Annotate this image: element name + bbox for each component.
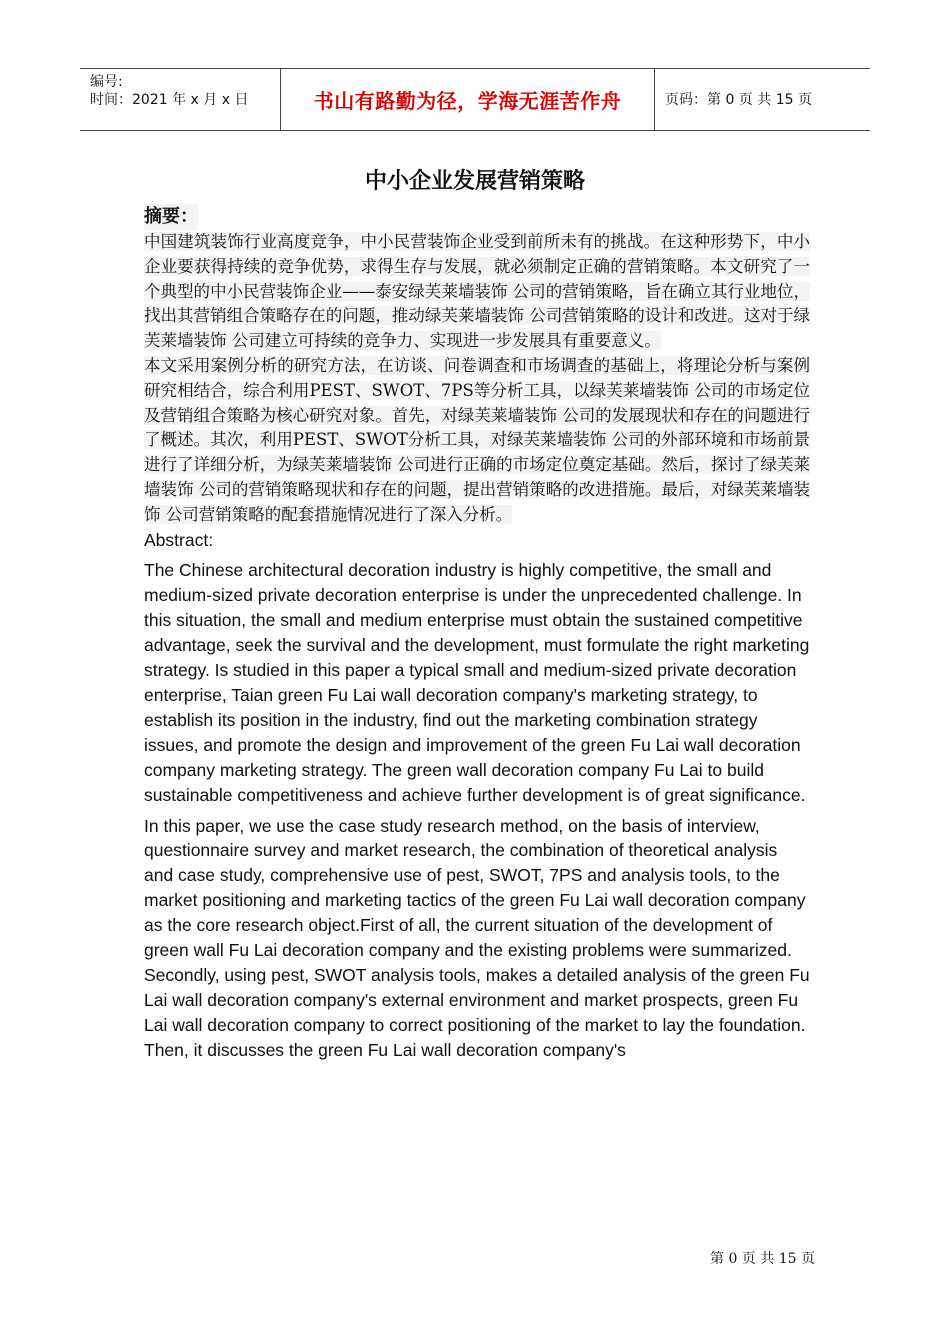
header-motto: 书山有路勤为径，学海无涯苦作舟 [313, 89, 622, 113]
page-footer: 第 0 页 共 15 页 [710, 1251, 815, 1267]
document-time-label: 时间：2021 年 x 月 x 日 [90, 92, 249, 108]
document-body [144, 204, 810, 1063]
abstract-cn-paragraph-1 [144, 230, 810, 354]
abstract-en-paragraph-2: In this paper, we use the case study research method, on the basis of interview, questionnaire survey and market research, the combination of theoretical analysis and case study, comprehensive use of pest, SWOT, 7PS and analysis tools, to the market positioning and marketing tactics of the green Fu Lai wall decoration company as the core research object.First of all, the current situation of the development of green wall Fu Lai decoration company and the existing problems were summarized. Secondly, using pest, SWOT analysis tools, makes a detailed analysis of the green Fu Lai wall decoration company's external environment and market prospects, green Fu Lai wall decoration company to correct positioning of the market to lay the foundation. Then, it discusses the green Fu Lai wall decoration company's [144, 815, 810, 1060]
abstract-cn-paragraph-2-text: 本文采用案例分析的研究方法，在访谈、问卷调查和市场调查的基础上，将理论分析与案例研究相结合，综合利用PEST、SWOT、7PS等分析工具，以绿芙莱墙装饰 公司的市场定位及营销组合策略为核心研究对象。首先，对绿芙莱墙装饰 公司的发展现状和存在的问题进行了概述。其次，利用PEST、SWOT分析工具，对绿芙莱墙装饰 公司的外部环境和市场前景进行了详细分析，为绿芙莱墙装饰 公司进行正确的市场定位奠定基础。然后，探讨了绿芙莱墙装饰 公司的营销策略现状和存在的问题，提出营销策略的改进措施。最后，对绿芙莱墙装饰 公司营销策略的配套措施情况进行了深入分析。 [144, 355, 810, 524]
abstract-en-paragraph-1: The Chinese architectural decoration industry is highly competitive, the small and medium-sized private decoration enterprise is under the unprecedented challenge. In this situation, the small and medium enterprise must obtain the sustained competitive advantage, seek the survival and the development, must formulate the right marketing strategy. Is studied in this paper a typical small and medium-sized private decoration enterprise, Taian green Fu Lai wall decoration company's marketing strategy, to establish its position in the industry, find out the marketing combination strategy issues, and promote the design and improvement of the green Fu Lai wall decoration company marketing strategy. The green wall decoration company Fu Lai to build sustainable competitiveness and achieve further development is of great significance. [144, 560, 810, 805]
abstract-cn-paragraph-1-text: 中国建筑装饰行业高度竞争，中小民营装饰企业受到前所未有的挑战。在这种形势下，中小企业要获得持续的竞争优势，求得生存与发展，就必须制定正确的营销策略。本文研究了一个典型的中小民营装饰企业——泰安绿芙莱墙装饰 公司的营销策略，旨在确立其行业地位，找出其营销组合策略存在的问题，推动绿芙莱墙装饰 公司营销策略的设计和改进。这对于绿芙莱墙装饰 公司建立可持续的竞争力、实现进一步发展具有重要意义。 [144, 232, 810, 351]
header-page-cell [655, 69, 870, 130]
abstract-en-heading: Abstract: [144, 529, 214, 550]
header-motto-cell [281, 69, 655, 130]
abstract-cn-heading: 摘要： [144, 204, 198, 230]
abstract-cn-paragraph-2 [144, 354, 810, 528]
document-title: 中小企业发展营销策略 [364, 169, 585, 194]
document-number-label: 编号: [90, 74, 123, 90]
header-meta-cell [80, 69, 281, 130]
header-page-info: 页码：第 0 页 共 15 页 [665, 91, 812, 108]
page-header [80, 68, 870, 131]
